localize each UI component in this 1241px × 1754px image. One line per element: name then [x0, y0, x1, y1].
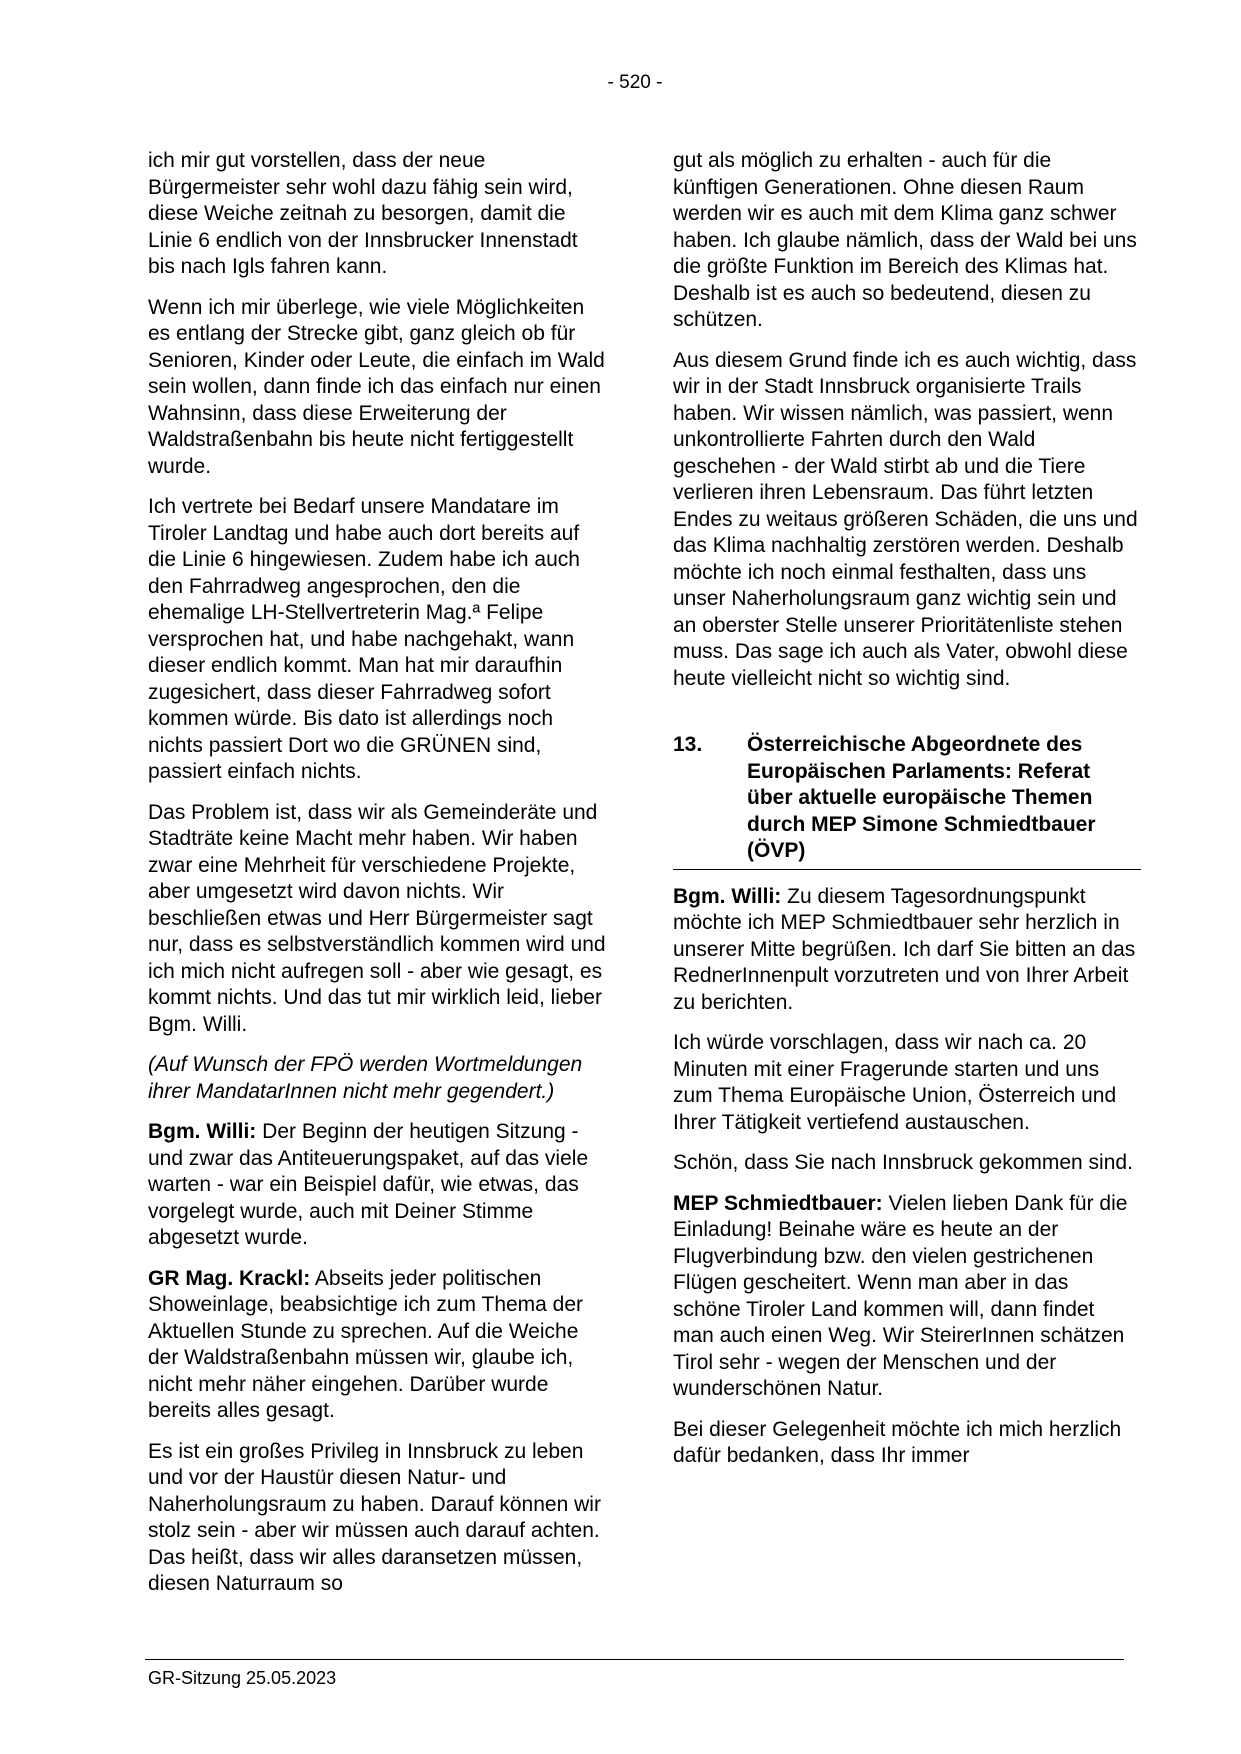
paragraph: Ich würde vorschlagen, dass wir nach ca. 20 Minuten mit einer Fragerunde starten und uns zum Thema Europäische Union, Österreich und Ihrer Tätigkeit vertiefend austauschen. [673, 1031, 1117, 1134]
paragraph: Das Problem ist, dass wir als Gemeinderäte und Stadträte keine Macht mehr haben. Wir haben zwar eine Mehrheit für verschiedene Projekte, aber umgesetzt wird davon nichts. Wir beschließen etwas und Herr Bürgermeister sagt nur, dass es selbstverständlich kommen wird und ich mich nicht aufregen soll - aber wie gesagt, es kommt nichts. Und das tut mir wirklich leid, lieber Bgm. Willi. [148, 800, 606, 1036]
speaker-paragraph [673, 1191, 1141, 1403]
speech-text: Abseits jeder politischen Showeinlage, beabsichtige ich zum Thema der Aktuellen Stunde zu sprechen. Auf die Weiche der Waldstraßenbahn müssen wir, glaube ich, nicht mehr näher eingehen. Darüber wurde bereits alles gesagt. [148, 1266, 584, 1422]
footer-divider [145, 1659, 1124, 1660]
speech-text: Vielen lieben Dank für die Einladung! Beinahe wäre es heute an der Flugverbindung bzw. den vielen gestrichenen Flügen gescheitert. Wenn man aber in das schöne Tiroler Land kommen will, dann findet man auch einen Weg. Wir SteirerInnen schätzen Tirol sehr - wegen der Menschen und der wunderschönen Natur. [673, 1191, 1128, 1400]
agenda-item-title: Österreichische Abgeordnete des Europäischen Parlaments: Referat über aktuelle europäische Themen durch MEP Simone Schmiedtbauer (ÖVP) [747, 733, 1096, 862]
speaker-paragraph [673, 884, 1141, 1017]
speaker-paragraph [148, 1119, 608, 1252]
paragraph: Wenn ich mir überlege, wie viele Möglichkeiten es entlang der Strecke gibt, ganz gleich ob für Senioren, Kinder oder Leute, die einfach im Wald sein wollen, dann finde ich das einfach nur einen Wahnsinn, dass diese Erweiterung der Waldstraßenbahn bis heute nicht fertiggestellt wurde. [148, 295, 605, 478]
speech-text: Der Beginn der heutigen Sitzung - und zwar das Antiteuerungspaket, auf das viele warten - war ein Beispiel dafür, wie etwas, das vorgelegt wurde, auch mit Deiner Stimme abgesetzt wurde. [148, 1120, 589, 1249]
speaker-name: MEP Schmiedtbauer: [673, 1191, 883, 1215]
paragraph: Es ist ein großes Privileg in Innsbruck zu leben und vor der Haustür diesen Natur- und Naherholungsraum zu haben. Darauf können wir stolz sein - aber wir müssen auch darauf achten. Das heißt, dass wir alles daransetzen müssen, diesen Naturraum so [148, 1439, 601, 1595]
speaker-name: Bgm. Willi: [148, 1120, 257, 1143]
paragraph: Schön, dass Sie nach Innsbruck gekommen sind. [673, 1151, 1133, 1174]
agenda-item-heading [673, 732, 1141, 865]
left-column [148, 148, 608, 1612]
paragraph: gut als möglich zu erhalten - auch für die künftigen Generationen. Ohne diesen Raum werden wir es auch mit dem Klima ganz schwer haben. Ich glaube nämlich, dass der Wald bei uns die größte Funktion im Bereich des Klimas hat. Deshalb ist es auch so bedeutend, diesen zu schützen. [673, 149, 1137, 331]
speaker-name: Bgm. Willi: [673, 884, 782, 908]
footer-session-date: GR-Sitzung 25.05.2023 [148, 1668, 337, 1688]
agenda-divider [673, 869, 1141, 870]
paragraph: Bei dieser Gelegenheit möchte ich mich herzlich dafür bedanken, dass Ihr immer [673, 1417, 1122, 1467]
paragraph: ich mir gut vorstellen, dass der neue Bürgermeister sehr wohl dazu fähig sein wird, diese Weiche zeitnah zu besorgen, damit die Linie 6 endlich von der Innsbrucker Innenstadt bis nach Igls fahren kann. [148, 149, 578, 278]
agenda-item-number: 13. [673, 733, 703, 756]
speech-text: Zu diesem Tagesordnungspunkt möchte ich MEP Schmiedtbauer sehr herzlich in unserer Mitte begrüßen. Ich darf Sie bitten an das RednerInnenpult vorzutreten und von Ihrer Arbeit zu berichten. [673, 884, 1136, 1014]
gender-note: (Auf Wunsch der FPÖ werden Wortmeldungen ihrer MandatarInnen nicht mehr gegendert.) [148, 1053, 583, 1103]
speaker-paragraph [148, 1266, 608, 1425]
paragraph: Ich vertrete bei Bedarf unsere Mandatare im Tiroler Landtag und habe auch dort bereits auf die Linie 6 hingewiesen. Zudem habe ich auch den Fahrradweg angesprochen, den die ehemalige LH-Stellvertreterin Mag.ª Felipe versprochen hat, und habe nachgehakt, wann dieser endlich kommt. Man hat mir daraufhin zugesichert, dass dieser Fahrradweg sofort kommen würde. Bis dato ist allerdings noch nichts passiert Dort wo die GRÜNEN sind, passiert einfach nichts. [148, 495, 580, 783]
page-number: - 520 - [607, 72, 663, 93]
paragraph: Aus diesem Grund finde ich es auch wichtig, dass wir in der Stadt Innsbruck organisierte Trails haben. Wir wissen nämlich, was passiert, wenn unkontrollierte Fahrten durch den Wald geschehen - der Wald stirbt ab und die Tiere verlieren ihren Lebensraum. Das führt letzten Endes zu weitaus größeren Schäden, die uns und das Klima nachhaltig zerstören werden. Deshalb möchte ich noch einmal festhalten, dass uns unser Naherholungsraum ganz wichtig sein und an oberster Stelle unserer Prioritätenliste stehen muss. Das sage ich auch als Vater, obwohl diese heute vielleicht nicht so wichtig sind. [673, 348, 1138, 690]
right-column [673, 148, 1141, 1484]
speaker-name: GR Mag. Krackl: [148, 1266, 311, 1290]
